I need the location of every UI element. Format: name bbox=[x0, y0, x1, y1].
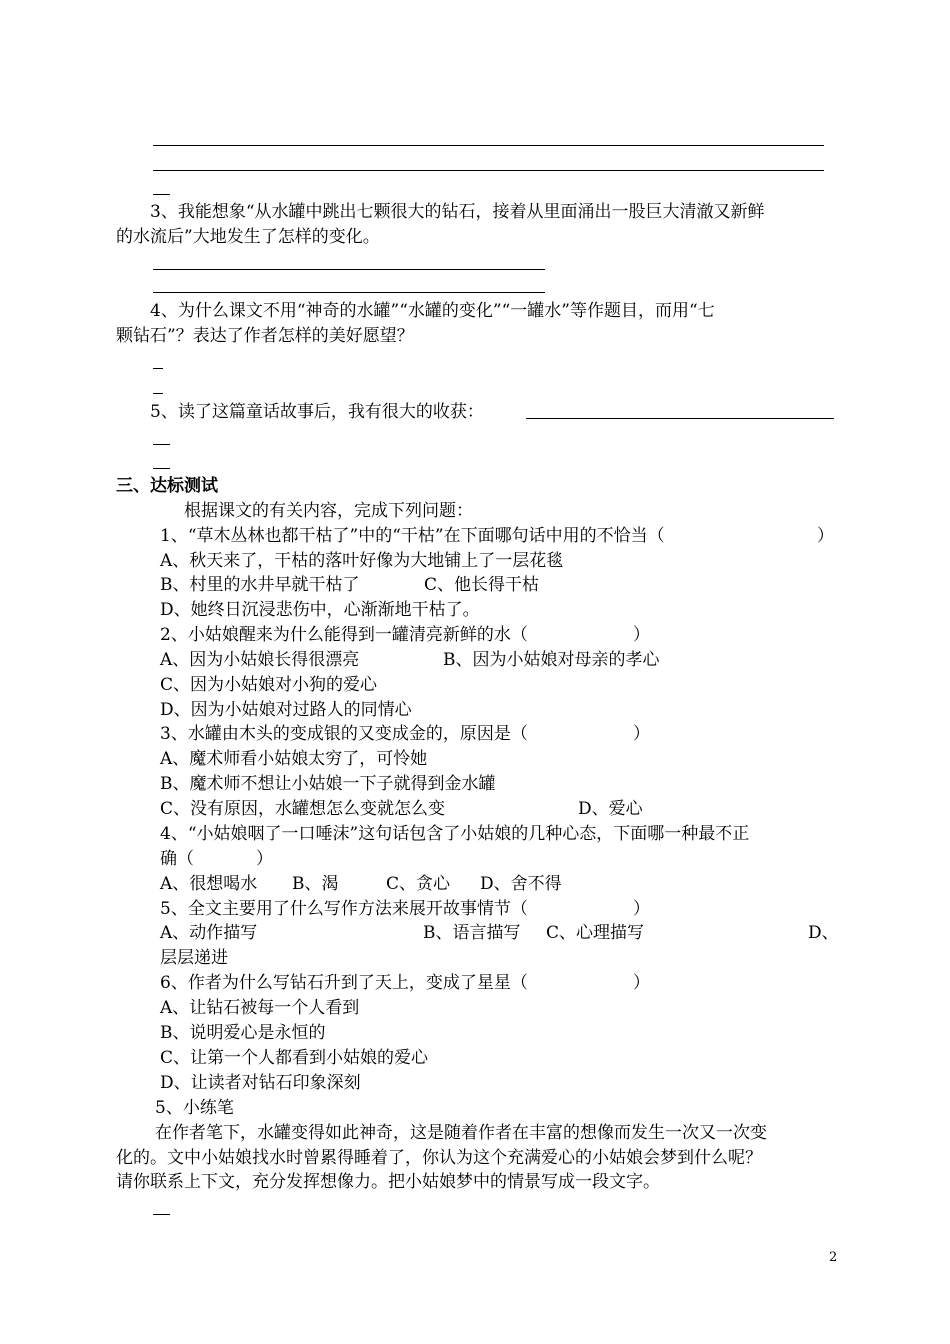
answer-dash bbox=[153, 444, 170, 445]
mc-question-1-close: ） bbox=[817, 526, 834, 546]
mc-option: C、因为小姑娘对小狗的爱心 bbox=[160, 675, 378, 695]
page-number: 2 bbox=[829, 1250, 838, 1265]
answer-dash bbox=[153, 393, 163, 394]
question-4-line2: 颗钻石”？表达了作者怎样的美好愿望？ bbox=[116, 326, 414, 346]
mc-option: C、他长得干枯 bbox=[424, 575, 540, 595]
mc-option: D、 bbox=[808, 923, 839, 943]
mc-option: A、很想喝水 bbox=[160, 874, 258, 894]
mc-option: B、渴 bbox=[292, 874, 339, 894]
question-4-line1: 4、为什么课文不用“神奇的水罐”“水罐的变化”“一罐水”等作题目，而用“七 bbox=[150, 301, 715, 321]
question-3-line1: 3、我能想象“从水罐中跳出七颗很大的钻石，接着从里面涌出一股巨大清澈又新鲜 bbox=[150, 202, 765, 222]
mc-option: B、语言描写 bbox=[423, 923, 521, 943]
mc-question-4-close: ） bbox=[256, 849, 273, 869]
mc-option: C、贪心 bbox=[386, 874, 451, 894]
answer-line bbox=[153, 170, 824, 171]
mc-option: B、村里的水井早就干枯了 bbox=[160, 575, 360, 595]
question-5-text: 5、读了这篇童话故事后，我有很大的收获： bbox=[150, 402, 484, 422]
mc-question-5-close: ） bbox=[633, 899, 650, 919]
section-intro: 根据课文的有关内容，完成下列问题： bbox=[184, 501, 473, 521]
answer-line bbox=[153, 292, 545, 293]
mc-question-4-cont: 确（ bbox=[160, 849, 194, 869]
mc-option: 层层递进 bbox=[160, 948, 228, 968]
practice-text: 化的。文中小姑娘找水时曾累得睡着了，你认为这个充满爱心的小姑娘会梦到什么呢？ bbox=[116, 1148, 762, 1168]
mc-question-3-close: ） bbox=[633, 724, 650, 744]
mc-question-2: 2、小姑娘醒来为什么能得到一罐清亮新鲜的水（ bbox=[160, 625, 528, 645]
mc-question-1: 1、“草木丛林也都干枯了”中的“干枯”在下面哪句话中用的不恰当（ bbox=[160, 526, 665, 546]
answer-dash bbox=[153, 368, 163, 369]
mc-option: A、动作描写 bbox=[160, 923, 258, 943]
mc-question-2-close: ） bbox=[633, 625, 650, 645]
question-3-line2: 的水流后”大地发生了怎样的变化。 bbox=[116, 227, 380, 247]
mc-option: B、因为小姑娘对母亲的孝心 bbox=[443, 650, 660, 670]
mc-option: D、爱心 bbox=[578, 799, 643, 819]
mc-question-4: 4、“小姑娘咽了一口唾沫”这句话包含了小姑娘的几种心态，下面哪一种最不正 bbox=[160, 824, 750, 844]
mc-option: C、心理描写 bbox=[546, 923, 645, 943]
practice-text: 在作者笔下，水罐变得如此神奇，这是随着作者在丰富的想像而发生一次又一次变 bbox=[155, 1123, 767, 1143]
answer-line bbox=[153, 269, 545, 270]
mc-option: D、她终日沉浸悲伤中，心渐渐地干枯了。 bbox=[160, 600, 480, 620]
mc-option: C、没有原因，水罐想怎么变就怎么变 bbox=[160, 799, 446, 819]
mc-question-5: 5、全文主要用了什么写作方法来展开故事情节（ bbox=[160, 899, 528, 919]
mc-option: A、因为小姑娘长得很漂亮 bbox=[160, 650, 360, 670]
mc-option: C、让第一个人都看到小姑娘的爱心 bbox=[160, 1048, 429, 1068]
mc-option: D、让读者对钻石印象深刻 bbox=[160, 1073, 361, 1093]
mc-question-6-close: ） bbox=[633, 973, 650, 993]
mc-option: A、秋天来了，干枯的落叶好像为大地铺上了一层花毯 bbox=[160, 551, 564, 571]
mc-option: A、让钻石被每一个人看到 bbox=[160, 998, 360, 1018]
answer-dash bbox=[153, 1214, 170, 1215]
mc-question-3: 3、水罐由木头的变成银的又变成金的，原因是（ bbox=[160, 724, 528, 744]
answer-line bbox=[153, 145, 824, 146]
mc-question-6: 6、作者为什么写钻石升到了天上，变成了星星（ bbox=[160, 973, 528, 993]
practice-text: 请你联系上下文，充分发挥想像力。把小姑娘梦中的情景写成一段文字。 bbox=[116, 1172, 660, 1192]
mc-option: D、因为小姑娘对过路人的同情心 bbox=[160, 700, 412, 720]
mc-option: B、魔术师不想让小姑娘一下子就得到金水罐 bbox=[160, 774, 496, 794]
mc-option: D、舍不得 bbox=[480, 874, 562, 894]
answer-dash bbox=[153, 194, 170, 195]
mc-option: B、说明爱心是永恒的 bbox=[160, 1023, 326, 1043]
practice-heading: 5、小练笔 bbox=[155, 1098, 234, 1118]
section-heading: 三、达标测试 bbox=[116, 476, 218, 496]
answer-dash bbox=[153, 468, 170, 469]
answer-line bbox=[526, 418, 834, 419]
mc-option: A、魔术师看小姑娘太穷了，可怜她 bbox=[160, 749, 428, 769]
